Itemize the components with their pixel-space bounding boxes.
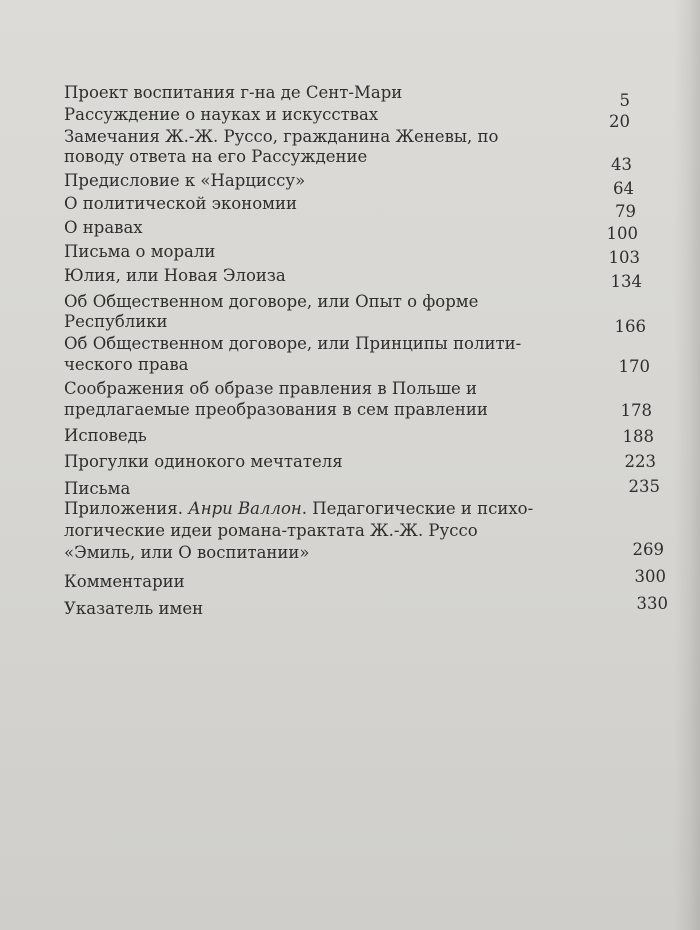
toc-entry-title: Замечания Ж.-Ж. Руссо, гражданина Женевы, по: [64, 127, 499, 146]
appendix-title: . Педагогические и психо-: [301, 499, 534, 518]
toc-entry-title: Проект воспитания г-на де Сент-Мари: [64, 83, 403, 102]
toc-entry-page: 170: [618, 357, 650, 376]
toc-entry-title: Письма о морали: [64, 242, 216, 261]
toc-entry-title: Об Общественном договоре, или Принципы полити-: [64, 334, 522, 353]
toc-entry-title: Письма: [64, 479, 131, 498]
toc-entry-page: 43: [611, 155, 632, 174]
toc-entry-title: Комментарии: [64, 572, 185, 591]
toc-entry-title-cont: ческого права: [64, 355, 189, 374]
toc-entry-title-cont: Республики: [64, 312, 168, 331]
toc-entry-title: Исповедь: [64, 426, 147, 445]
toc-entry-title: Об Общественном договоре, или Опыт о форме: [64, 292, 479, 311]
toc-entry-page: 103: [608, 248, 640, 267]
toc-entry-page: 330: [636, 594, 668, 613]
toc-entry-title: О нравах: [64, 218, 143, 237]
toc-entry-title: Рассуждение о науках и искусствах: [64, 105, 379, 124]
appendix-label: Приложения.: [64, 499, 183, 518]
toc-entry-page: 5: [619, 91, 630, 110]
toc-entry-page: 134: [610, 272, 642, 291]
toc-entry-page: 269: [632, 540, 664, 559]
toc-entry-title: Юлия, или Новая Элоиза: [64, 266, 286, 285]
toc-entry-title-cont: предлагаемые преобразования в сем правлении: [64, 400, 488, 419]
toc-entry-page: 178: [620, 401, 652, 420]
toc-entry-page: 300: [634, 567, 666, 586]
toc-entry-page: 188: [622, 427, 654, 446]
toc-entry-page: 100: [606, 224, 638, 243]
toc-entry-title: [64, 500, 533, 518]
toc-entry-page: 223: [624, 452, 656, 471]
toc-entry-page: 64: [613, 179, 634, 198]
toc-entry-title: Указатель имен: [64, 599, 204, 618]
toc-entry-title: Прогулки одинокого мечтателя: [64, 452, 343, 471]
toc-entry-title: Соображения об образе правления в Польше и: [64, 379, 478, 398]
toc-entry-title: Предисловие к «Нарциссу»: [64, 171, 306, 190]
appendix-author: Анри Валлон: [188, 499, 302, 518]
toc-entry-page: 79: [615, 202, 636, 221]
toc-entry-page: 235: [628, 477, 660, 496]
toc-entry-title-cont: поводу ответа на его Рассуждение: [64, 147, 368, 166]
toc-entry-title: О политической экономии: [64, 194, 297, 213]
toc-entry-title-cont: логические идеи романа-трактата Ж.-Ж. Руссо: [64, 521, 478, 540]
toc-entry-page: 166: [614, 317, 646, 336]
toc-entry-title-cont: «Эмиль, или О воспитании»: [64, 543, 310, 562]
toc-entry-page: 20: [609, 112, 630, 131]
